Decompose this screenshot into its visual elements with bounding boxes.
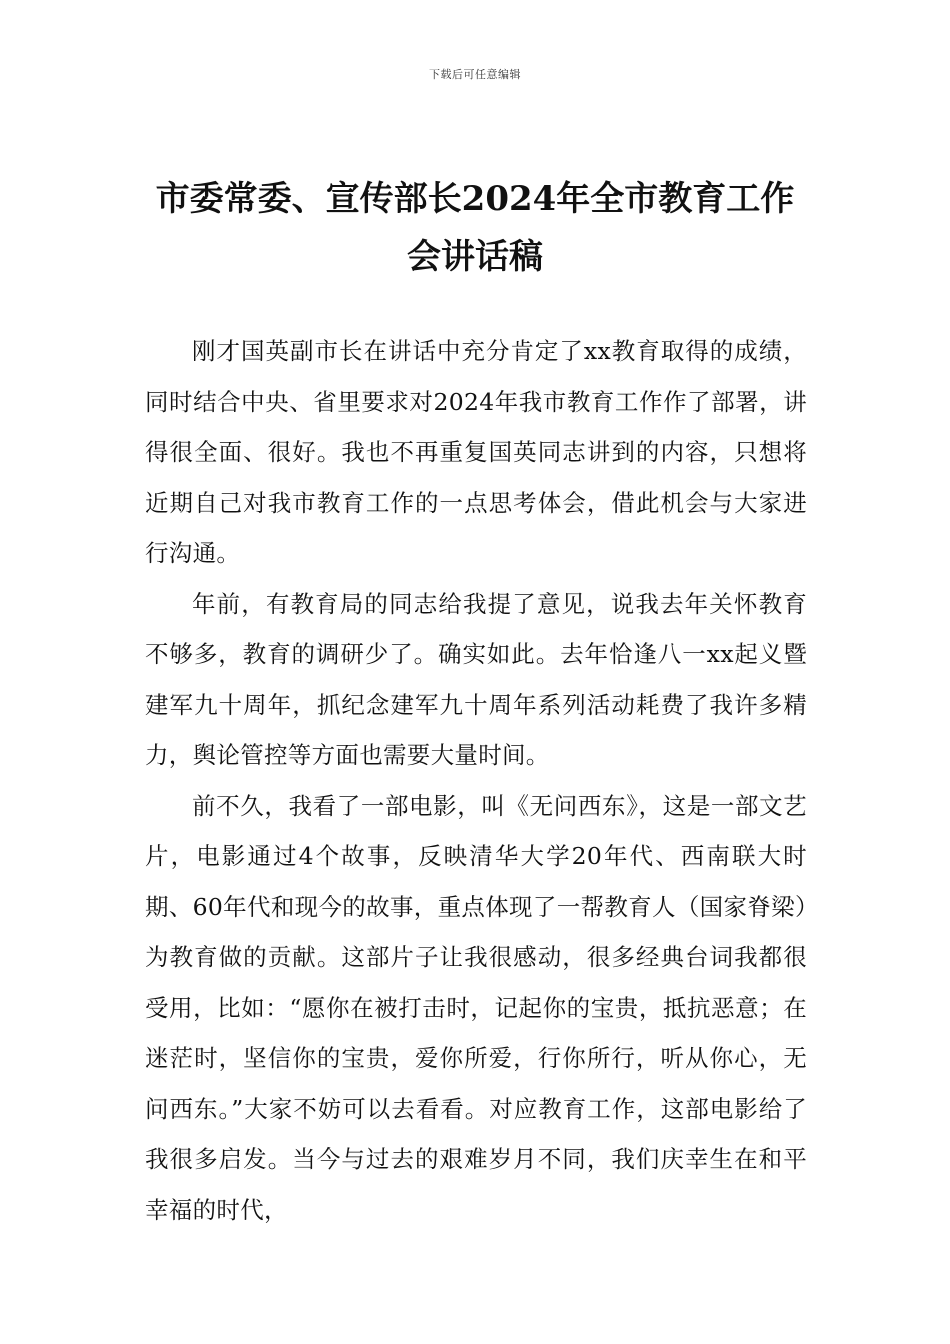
paragraph: 刚才国英副市长在讲话中充分肯定了xx教育取得的成绩，同时结合中央、省里要求对2024年我市教育工作作了部署，讲得很全面、很好。我也不再重复国英同志讲到的内容，只想将近期自己对我市教育工作的一点思考体会，借此机会与大家进行沟通。: [145, 337, 807, 567]
document-body: [145, 326, 807, 1235]
page-header: 下载后可任意编辑: [429, 68, 521, 81]
paragraph: 前不久，我看了一部电影，叫《无问西东》，这是一部文艺片，电影通过4个故事，反映清华大学20年代、西南联大时期、60年代和现今的故事，重点体现了一帮教育人（国家脊梁）为教育做的贡献。这部片子让我很感动，很多经典台词我都很受用，比如：“愿你在被打击时，记起你的宝贵，抵抗恶意；在迷茫时，坚信你的宝贵，爱你所爱，行你所行，听从你心，无问西东。”大家不妨可以去看看。对应教育工作，这部电影给了我很多启发。当今与过去的艰难岁月不同，我们庆幸生在和平幸福的时代，: [145, 791, 807, 1224]
paragraph: 年前，有教育局的同志给我提了意见，说我去年关怀教育不够多，教育的调研少了。确实如此。去年恰逢八一xx起义暨建军九十周年，抓纪念建军九十周年系列活动耗费了我许多精力，舆论管控等方面也需要大量时间。: [145, 589, 807, 769]
document-title: 市委常委、宣传部长2024年全市教育工作会讲话稿: [155, 179, 795, 277]
